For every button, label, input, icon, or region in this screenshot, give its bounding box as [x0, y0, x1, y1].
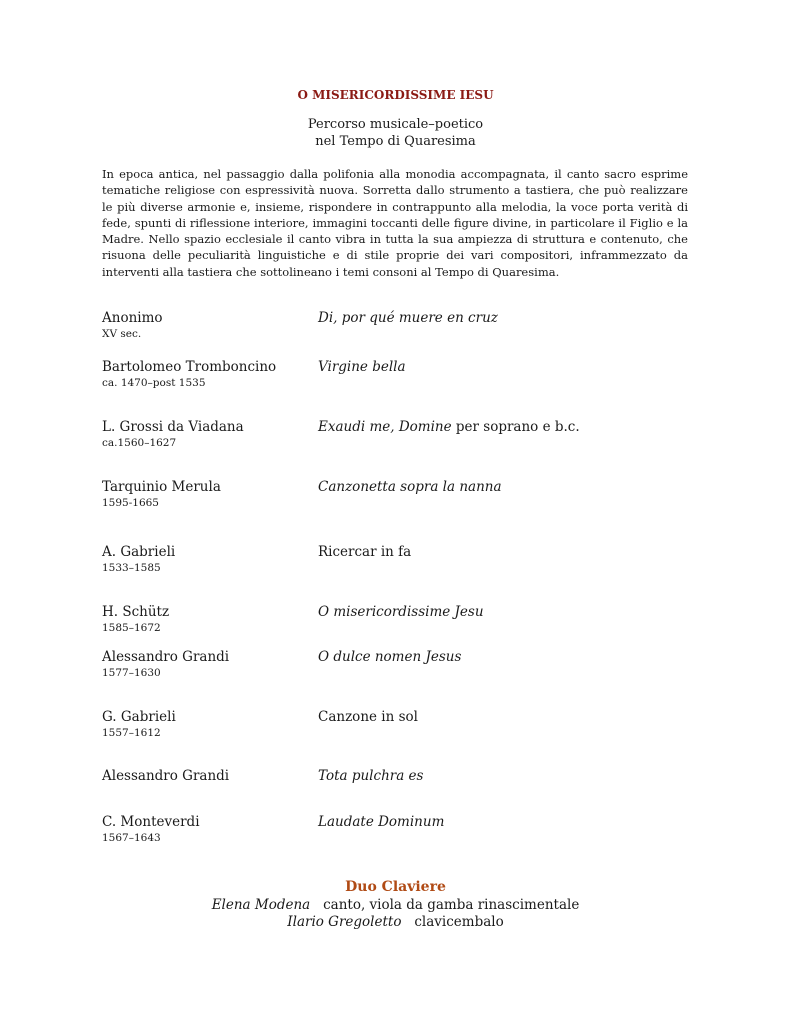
composer-name: L. Grossi da Viadana [102, 419, 244, 435]
composer-dates: ca.1560–1627 [102, 437, 177, 449]
composer-name: C. Monteverdi [102, 814, 200, 830]
composer-name: Tarquinio Merula [102, 479, 221, 495]
performer-name: Ilario Gregoletto [287, 914, 402, 930]
composer-name: H. Schütz [102, 604, 170, 620]
performer-name: Elena Modena [211, 897, 311, 913]
work-title: Laudate Dominum [318, 814, 445, 830]
work-title: Virgine bella [318, 359, 406, 375]
work-title: O dulce nomen Jesus [318, 649, 462, 665]
composer-dates: 1577–1630 [102, 667, 161, 679]
composer-dates: XV sec. [102, 328, 142, 340]
composer-dates: 1557–1612 [102, 727, 161, 739]
page-title: O MISERICORDISSIME IESU [297, 88, 494, 102]
work-title: Di, por qué muere en cruz [318, 310, 498, 326]
work-title: Canzonetta sopra la nanna [318, 479, 502, 495]
composer-name: Alessandro Grandi [102, 768, 230, 784]
composer-dates: 1585–1672 [102, 622, 161, 634]
composer-dates: 1567–1643 [102, 832, 161, 844]
composer-dates: ca. 1470–post 1535 [102, 377, 206, 389]
ensemble-name: Duo Claviere [345, 879, 446, 895]
composer-name: Anonimo [102, 310, 163, 326]
composer-dates: 1533–1585 [102, 562, 161, 574]
work-title: Canzone in sol [318, 709, 418, 725]
performer-role: canto, viola da gamba rinascimentale [323, 897, 580, 913]
performer-line [0, 914, 791, 931]
work-title: Ricercar in fa [318, 544, 412, 560]
subtitle-line-2: nel Tempo di Quaresima [315, 134, 476, 149]
composer-name: G. Gabrieli [102, 709, 176, 725]
work-title: O misericordissime Jesu [318, 604, 484, 620]
performer-role: clavicembalo [414, 914, 504, 930]
work-title: Tota pulchra es [318, 768, 424, 784]
composer-name: A. Gabrieli [102, 544, 176, 560]
work-title: Exaudi me, Domine per soprano e b.c. [318, 419, 580, 435]
composer-dates: 1595-1665 [102, 497, 159, 509]
intro-paragraph: In epoca antica, nel passaggio dalla polifonia alla monodia accompagnata, il canto sacro esprime tematiche religiose con espressività nuova. Sorretta dallo strumento a tastiera, che può realizzare le più diverse armonie e, insieme, rispondere in contrappunto alla melodia, la voce porta verità di fede, spunti di riflessione interiore, immagini toccanti delle figure divine, in particolare il Figlio e la Madre. Nello spazio ecclesiale il canto vibra in tutta la sua ampiezza di struttura e contenuto, che risuona delle peculiarità linguistiche e di stile proprie dei vari compositori, inframmezzato da interventi alla tastiera che sottolineano i temi consoni al Tempo di Quaresima. [102, 167, 688, 279]
performer-line [0, 897, 791, 914]
subtitle-line-1: Percorso musicale–poetico [307, 117, 484, 132]
composer-name: Alessandro Grandi [102, 649, 230, 665]
composer-name: Bartolomeo Tromboncino [102, 359, 277, 375]
